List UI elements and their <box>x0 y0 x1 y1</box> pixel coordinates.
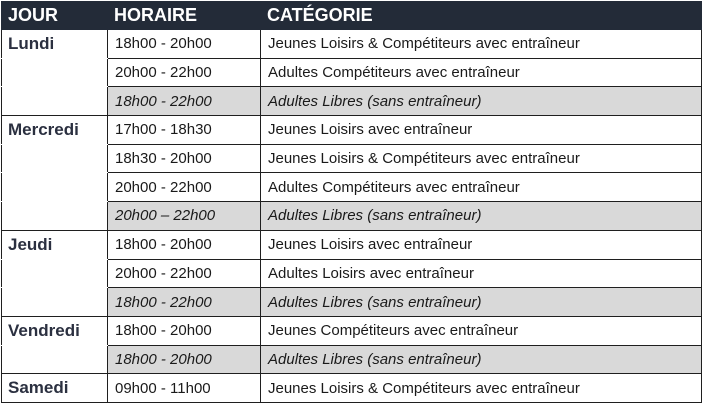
day-cell <box>2 345 108 374</box>
table-row <box>2 259 702 288</box>
schedule-table <box>1 1 702 403</box>
table-row <box>2 316 702 345</box>
day-cell <box>2 173 108 202</box>
time-cell: 18h00 - 22h00 <box>108 288 261 317</box>
header-time: HORAIRE <box>108 2 261 30</box>
day-cell <box>2 58 108 87</box>
category-cell: Jeunes Loisirs & Compétiteurs avec entraîneur <box>261 374 702 403</box>
day-cell <box>2 202 108 231</box>
time-cell: 20h00 - 22h00 <box>108 259 261 288</box>
day-cell <box>2 259 108 288</box>
time-cell: 18h00 - 20h00 <box>108 316 261 345</box>
table-row <box>2 230 702 259</box>
header-day: JOUR <box>2 2 108 30</box>
time-cell: 18h30 - 20h00 <box>108 144 261 173</box>
time-cell: 09h00 - 11h00 <box>108 374 261 403</box>
category-cell: Jeunes Loisirs avec entraîneur <box>261 230 702 259</box>
category-cell: Jeunes Loisirs & Compétiteurs avec entraîneur <box>261 30 702 59</box>
category-cell: Adultes Libres (sans entraîneur) <box>261 202 702 231</box>
category-cell: Adultes Compétiteurs avec entraîneur <box>261 58 702 87</box>
category-cell: Jeunes Loisirs & Compétiteurs avec entraîneur <box>261 144 702 173</box>
time-cell: 20h00 - 22h00 <box>108 58 261 87</box>
day-cell: Samedi <box>2 374 108 403</box>
time-cell: 18h00 - 20h00 <box>108 230 261 259</box>
table-row <box>2 345 702 374</box>
time-cell: 18h00 - 20h00 <box>108 30 261 59</box>
category-cell: Adultes Libres (sans entraîneur) <box>261 288 702 317</box>
table-row <box>2 58 702 87</box>
day-cell <box>2 87 108 116</box>
category-cell: Jeunes Compétiteurs avec entraîneur <box>261 316 702 345</box>
day-cell: Lundi <box>2 30 108 59</box>
day-cell <box>2 288 108 317</box>
header-row <box>2 2 702 30</box>
time-cell: 17h00 - 18h30 <box>108 116 261 145</box>
time-cell: 20h00 - 22h00 <box>108 173 261 202</box>
table-row <box>2 374 702 403</box>
category-cell: Adultes Libres (sans entraîneur) <box>261 87 702 116</box>
category-cell: Jeunes Loisirs avec entraîneur <box>261 116 702 145</box>
header-category: CATÉGORIE <box>261 2 702 30</box>
table-row <box>2 87 702 116</box>
day-cell <box>2 144 108 173</box>
category-cell: Adultes Compétiteurs avec entraîneur <box>261 173 702 202</box>
table-row <box>2 144 702 173</box>
day-cell: Vendredi <box>2 316 108 345</box>
table-row <box>2 30 702 59</box>
table-row <box>2 116 702 145</box>
day-cell: Mercredi <box>2 116 108 145</box>
table-row <box>2 202 702 231</box>
day-cell: Jeudi <box>2 230 108 259</box>
time-cell: 18h00 - 22h00 <box>108 87 261 116</box>
table-row <box>2 173 702 202</box>
table-row <box>2 288 702 317</box>
category-cell: Adultes Loisirs avec entraîneur <box>261 259 702 288</box>
category-cell: Adultes Libres (sans entraîneur) <box>261 345 702 374</box>
time-cell: 18h00 - 20h00 <box>108 345 261 374</box>
time-cell: 20h00 – 22h00 <box>108 202 261 231</box>
